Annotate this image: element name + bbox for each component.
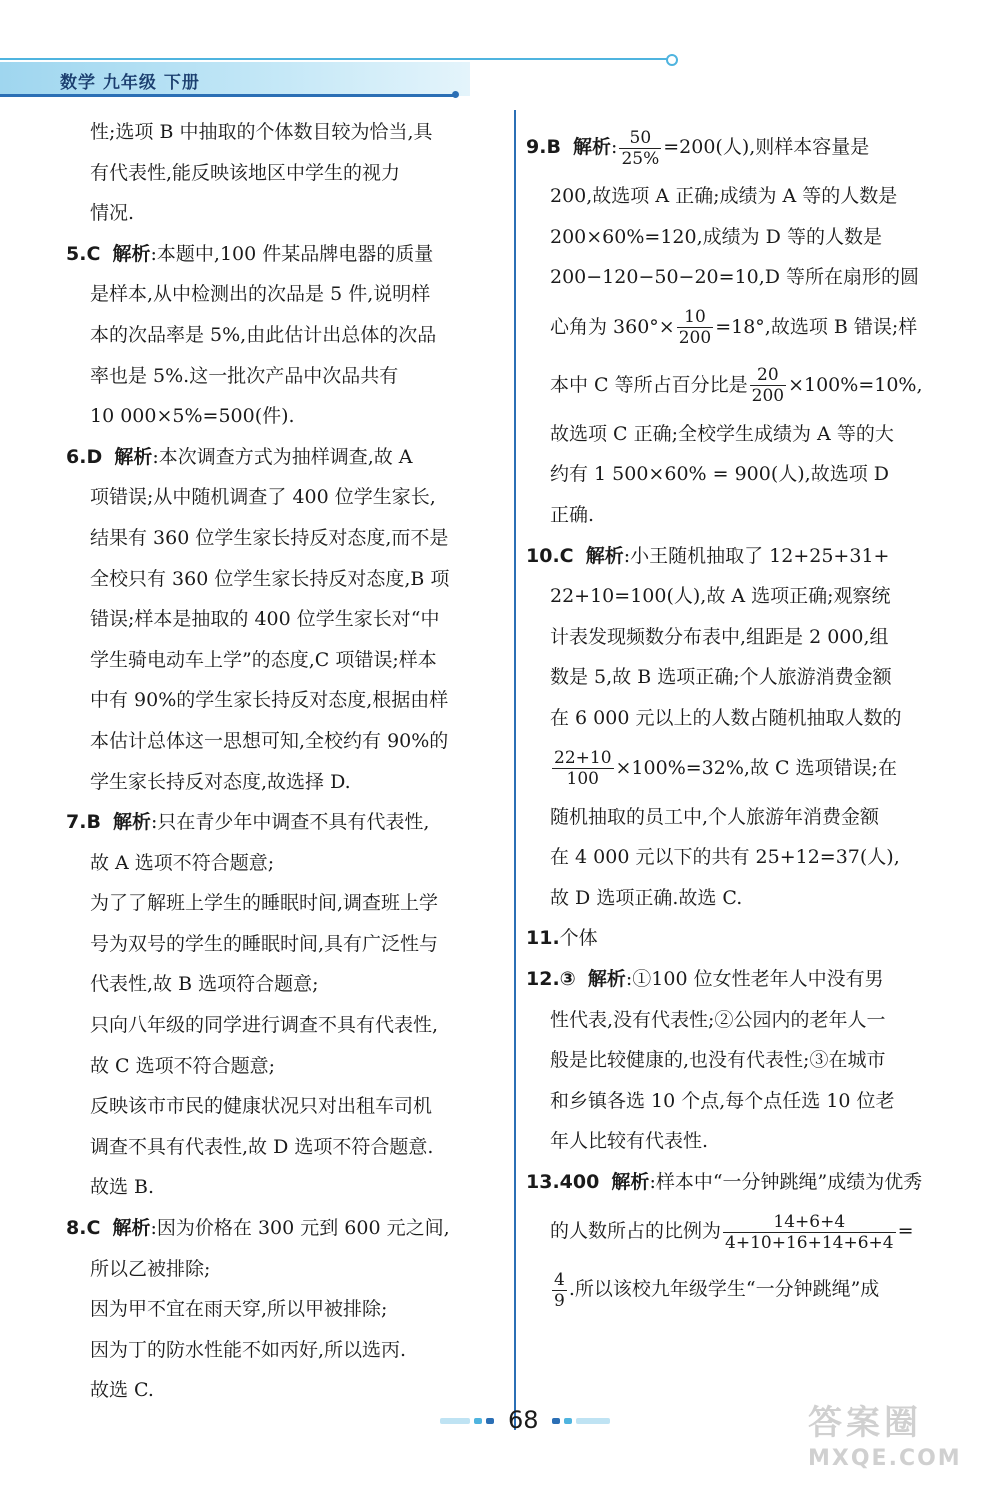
fraction-numerator: 10 (677, 307, 713, 328)
text-line: 计表发现频数分布表中,组距是 2 000,组 (550, 625, 889, 648)
watermark-url: MXQE.COM (808, 1446, 962, 1471)
text-line: 是样本,从中检测出的次品是 5 件,说明样 (90, 283, 431, 306)
fraction-denominator: 4+10+16+14+6+4 (725, 1232, 894, 1253)
text-line: :①100 位女性老年人中没有男 (625, 967, 884, 990)
question-number: 10.C (526, 544, 574, 567)
text-line: 故 A 选项不符合题意; (90, 851, 275, 874)
text-line: 调查不具有代表性,故 D 选项不符合题意. (90, 1135, 434, 1158)
answer-10 (526, 536, 976, 577)
text-line: 故选项 C 正确;全校学生成绩为 A 等的大 (550, 422, 894, 445)
text-line: 性;选项 B 中抽取的个体数目较为恰当,具 (90, 121, 433, 143)
footer-decoration (564, 1418, 572, 1424)
text-line: 200−120−50−20=10,D 等所在扇形的圆 (550, 266, 920, 289)
analysis-label: 解析 (112, 1217, 151, 1240)
analysis-label: 解析 (112, 242, 151, 265)
header-underline (0, 94, 455, 97)
footer-decoration (440, 1418, 470, 1424)
fraction-denominator: 25% (621, 148, 660, 169)
text-line: 数是 5,故 B 选项正确;个人旅游消费金额 (550, 666, 892, 689)
text-line: :只在青少年中调查不具有代表性, (151, 811, 430, 834)
text-line: 22+10=100(人),故 A 选项正确;观察统 (550, 585, 891, 608)
book-title: 数学 九年级 下册 (60, 73, 200, 93)
text-line: 号为双号的学生的睡眠时间,具有广泛性与 (90, 932, 439, 955)
answer-text: 个体 (559, 927, 598, 950)
text-line: 为了了解班上学生的睡眠时间,调查班上学 (90, 892, 439, 915)
text-line: 结果有 360 位学生家长持反对态度,而不是 (90, 526, 449, 549)
text-line: 所以乙被排除; (90, 1257, 211, 1280)
answer-5 (66, 234, 508, 275)
text-line: 本的次品率是 5%,由此估计出总体的次品 (90, 323, 437, 346)
question-number: 8.C (66, 1217, 101, 1240)
text-line: :样本中“一分钟跳绳”成绩为优秀 (649, 1170, 923, 1193)
analysis-label: 解析 (114, 445, 153, 468)
footer-decoration (486, 1418, 494, 1424)
text-segment: ×100%=32%,故 C 选项错误;在 (615, 756, 897, 779)
text-line (526, 356, 976, 414)
question-number: 7.B (66, 811, 101, 834)
text-line (526, 298, 976, 356)
text-line: 约有 1 500×60% = 900(人),故选项 D (550, 463, 889, 486)
header-top-line (0, 58, 668, 60)
text-line: 200,故选项 A 正确;成绩为 A 等的人数是 (550, 185, 898, 207)
text-line: 反映该市市民的健康状况只对出租车司机 (90, 1095, 433, 1118)
text-line: 因为丁的防水性能不如丙好,所以选丙. (90, 1338, 407, 1361)
fraction-numerator: 22+10 (554, 748, 612, 769)
answer-9: 9.B 解析: $\frac{50}{25\%}$ =200(人),则样本容量是 (526, 127, 870, 169)
analysis-label: 解析 (113, 811, 152, 834)
fraction (552, 748, 614, 789)
text-line (526, 739, 976, 797)
fraction-denominator: 200 (751, 386, 785, 407)
text-segment: 心角为 360°× (550, 315, 675, 338)
question-number: 13.400 (526, 1170, 600, 1193)
fraction (677, 307, 713, 348)
page-number: 68 (508, 1406, 539, 1434)
text-line: 随机抽取的员工中,个人旅游年消费金额 (550, 805, 880, 828)
fraction-denominator: 200 (678, 328, 712, 349)
text-segment: ×100%=10%, (788, 373, 923, 396)
text-segment: =18°,故选项 B 错误;样 (715, 315, 918, 338)
analysis-label: 解析 (587, 967, 626, 990)
text-line: 学生骑电动车上学”的态度,C 项错误;样本 (90, 648, 437, 671)
text-line: 故选 B. (90, 1176, 155, 1199)
text-line: 学生家长持反对态度,故选择 D. (90, 770, 351, 793)
fraction (619, 128, 661, 169)
text-line: 般是比较健康的,也没有代表性;③在城市 (550, 1049, 886, 1072)
text-line: 故 C 选项不符合题意; (90, 1054, 276, 1077)
footer-decoration (576, 1418, 610, 1424)
text-line: 10 000×5%=500(件). (90, 405, 295, 428)
question-number: 6.D (66, 445, 103, 468)
text-line: 中有 90%的学生家长持反对态度,根据由样 (90, 689, 449, 712)
fraction (552, 1270, 567, 1311)
text-line (526, 1260, 976, 1318)
text-segment: 本中 C 等所占百分比是 (550, 373, 748, 396)
text-line: 故 D 选项正确.故选 C. (550, 886, 743, 909)
text-line: 因为甲不宜在雨天穿,所以甲被排除; (90, 1298, 388, 1321)
right-column (526, 118, 976, 1318)
fraction-numerator: 20 (750, 365, 786, 386)
question-number: 9.B (526, 136, 561, 158)
column-divider (514, 110, 516, 1430)
text-line: 率也是 5%.这一批次产品中次品共有 (90, 364, 399, 387)
question-number: 5.C (66, 242, 101, 265)
text-line (526, 1202, 976, 1260)
header-underline-dot (452, 91, 459, 98)
fraction (723, 1212, 896, 1253)
answer-13 (526, 1162, 976, 1203)
text-line: 项错误;从中随机调查了 400 位学生家长, (90, 486, 436, 509)
text-line: 200×60%=120,成绩为 D 等的人数是 (550, 225, 882, 248)
watermark (808, 1395, 968, 1485)
text-line: 和乡镇各选 10 个点,每个点任选 10 位老 (550, 1089, 895, 1112)
text-line: 全校只有 360 位学生家长持反对态度,B 项 (90, 567, 450, 590)
fraction-numerator: 50 (619, 128, 661, 149)
fraction-denominator: 100 (566, 769, 599, 790)
text-line: 只向八年级的同学进行调查不具有代表性, (90, 1014, 439, 1037)
question-number: 12.③ (526, 967, 576, 990)
footer-decoration (552, 1418, 560, 1424)
left-column (66, 112, 508, 1411)
answer-6 (66, 437, 508, 478)
fraction-denominator: 9 (554, 1290, 565, 1311)
fraction-numerator: 14+6+4 (723, 1212, 896, 1233)
text-line: 本估计总体这一思想可知,全校约有 90%的 (90, 729, 449, 752)
text-line: 情况. (90, 202, 135, 225)
analysis-label: 解析 (611, 1170, 650, 1193)
analysis-label: 解析 (585, 544, 624, 567)
text-line: :本题中,100 件某品牌电器的质量 (150, 242, 434, 265)
text-line: 在 4 000 元以下的共有 25+12=37(人), (550, 846, 900, 869)
text-line: 故选 C. (90, 1379, 154, 1402)
answer-8 (66, 1208, 508, 1249)
text-line: =200(人),则样本容量是 (663, 136, 870, 158)
text-line: 在 6 000 元以上的人数占随机抽取人数的 (550, 706, 902, 729)
fraction (750, 365, 786, 406)
text-segment: .所以该校九年级学生“一分钟跳绳”成 (568, 1278, 880, 1301)
answer-12 (526, 959, 976, 1000)
text-line: 错误;样本是抽取的 400 位学生家长对“中 (90, 608, 440, 631)
footer-decoration (474, 1418, 482, 1424)
analysis-label: 解析 (573, 136, 612, 158)
text-line: 有代表性,能反映该地区中学生的视力 (90, 161, 401, 184)
answer-11 (526, 918, 976, 959)
fraction-numerator: 4 (554, 1269, 565, 1290)
text-line: :本次调查方式为抽样调查,故 A (152, 445, 413, 468)
text-line: :小王随机抽取了 12+25+31+ (623, 544, 890, 567)
text-line: 年人比较有代表性. (550, 1130, 709, 1153)
answer-7 (66, 802, 508, 843)
text-line: 性代表,没有代表性;②公园内的老年人一 (550, 1008, 886, 1031)
text-line: 正确. (550, 503, 595, 526)
text-segment: 的人数所占的比例为 (550, 1220, 722, 1243)
text-line: 代表性,故 B 选项符合题意; (90, 973, 319, 996)
watermark-logo-text: 答案圈 (808, 1403, 922, 1443)
header-line-end-dot (666, 54, 678, 66)
text-line: :因为价格在 300 元到 600 元之间, (150, 1217, 450, 1240)
text-segment: = (897, 1220, 914, 1243)
question-number: 11. (526, 927, 560, 950)
running-header (0, 62, 470, 96)
